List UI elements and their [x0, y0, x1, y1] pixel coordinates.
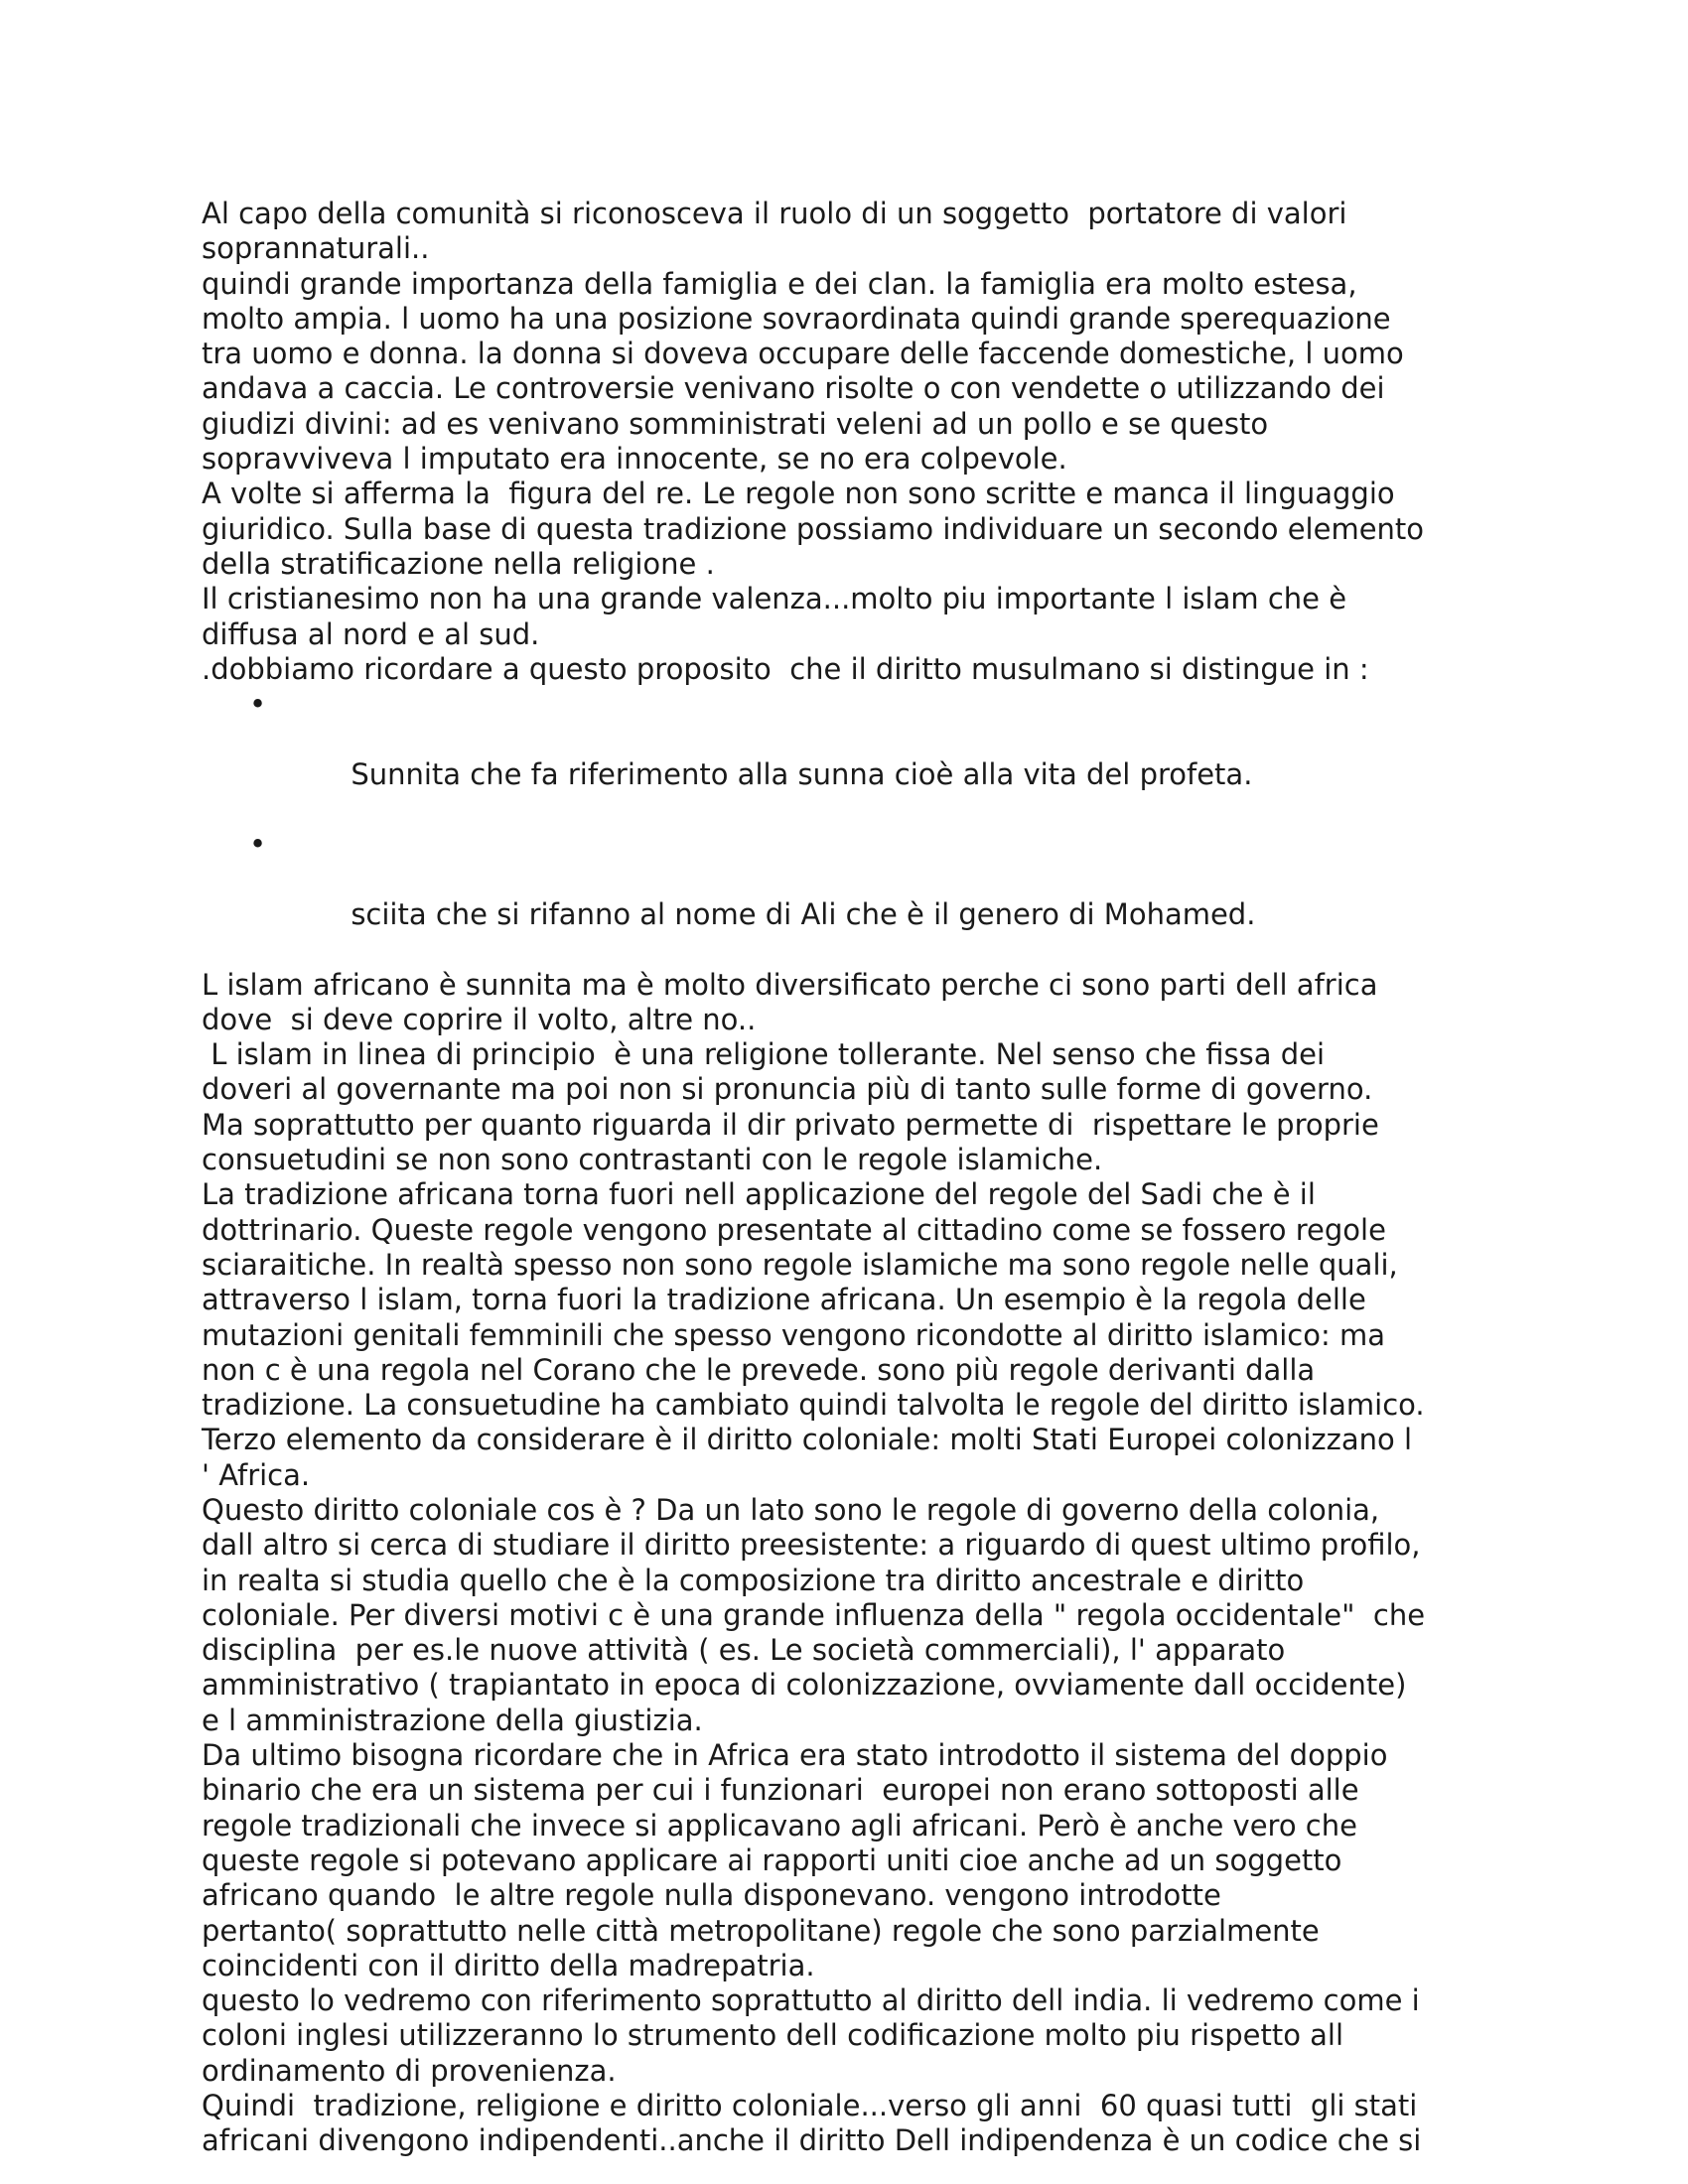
- text-line: regole tradizionali che invece si applicavano agli africani. Però è anche vero che: [202, 1808, 1357, 1843]
- text-line: ' Africa.: [202, 1457, 311, 1492]
- text-line: L islam in linea di principio è una religione tollerante. Nel senso che fissa dei: [202, 1037, 1325, 1072]
- text-line: consuetudini se non sono contrastanti con le regole islamiche.: [202, 1143, 1103, 1177]
- text-line: pertanto( soprattutto nelle città metropolitane) regole che sono parzialmente: [202, 1913, 1320, 1948]
- text-line: attraverso l islam, torna fuori la tradizione africana. Un esempio è la regola delle: [202, 1283, 1366, 1317]
- text-line: L islam africano è sunnita ma è molto diversificato perche ci sono parti dell africa: [202, 967, 1378, 1002]
- text-line: tra uomo e donna. la donna si doveva occupare delle faccende domestiche, l uomo: [202, 337, 1404, 371]
- bullet-icon: •: [249, 687, 267, 722]
- text-line: queste regole si potevano applicare ai rapporti uniti cioe anche ad un soggetto: [202, 1843, 1342, 1877]
- bullet-icon: •: [249, 827, 267, 862]
- text-line: amministrativo ( trapiantato in epoca di colonizzazione, ovviamente dall occidente): [202, 1668, 1407, 1703]
- text-line: africani divengono indipendenti..anche il diritto Dell indipendenza è un codice che si: [202, 2123, 1422, 2158]
- text-line: diffusa al nord e al sud.: [202, 616, 540, 651]
- list-item: [202, 827, 1492, 967]
- text-line: Questo diritto coloniale cos è ? Da un lato sono le regole di governo della colonia,: [202, 1492, 1380, 1527]
- text-line: coloniale. Per diversi motivi c è una grande influenza della " regola occidentale" che: [202, 1597, 1426, 1632]
- text-line: Quindi tradizione, religione e diritto coloniale...verso gli anni 60 quasi tutti gli stati: [202, 2089, 1418, 2123]
- text-line: Terzo elemento da considerare è il diritto coloniale: molti Stati Europei colonizzano l: [202, 1423, 1413, 1457]
- text-line: africano quando le altre regole nulla disponevano. vengono introdotte: [202, 1878, 1221, 1913]
- text-line: dall altro si cerca di studiare il diritto preesistente: a riguardo di quest ultimo profilo,: [202, 1528, 1421, 1563]
- document-page: [202, 197, 1492, 2159]
- text-line: soprannaturali..: [202, 231, 430, 266]
- text-line: disciplina per es.le nuove attività ( es. Le società commerciali), l' apparato: [202, 1633, 1286, 1668]
- text-line: andava a caccia. Le controversie venivano risolte o con vendette o utilizzando dei: [202, 371, 1385, 406]
- text-block-bottom: [202, 968, 1492, 2159]
- text-line: e l amministrazione della giustizia.: [202, 1703, 703, 1737]
- text-line: dottrinario. Queste regole vengono presentate al cittadino come se fossero regole: [202, 1212, 1386, 1247]
- text-line: sopravviveva l imputato era innocente, se no era colpevole.: [202, 442, 1067, 477]
- text-line: quindi grande importanza della famiglia e dei clan. la famiglia era molto estesa,: [202, 266, 1357, 301]
- text-line: La tradizione africana torna fuori nell applicazione del regole del Sadi che è il: [202, 1177, 1316, 1212]
- list-item: [202, 687, 1492, 827]
- text-line: binario che era un sistema per cui i funzionari europei non erano sottoposti alle: [202, 1773, 1359, 1808]
- text-line: .dobbiamo ricordare a questo proposito che il diritto musulmano si distingue in :: [202, 651, 1369, 686]
- text-line: questo lo vedremo con riferimento soprattutto al diritto dell india. li vedremo come i: [202, 1983, 1420, 2018]
- text-line: giuridico. Sulla base di questa tradizione possiamo individuare un secondo elemento: [202, 511, 1425, 546]
- text-line: Da ultimo bisogna ricordare che in Africa era stato introdotto il sistema del doppio: [202, 1738, 1388, 1773]
- list-item-text: Sunnita che fa riferimento alla sunna cioè alla vita del profeta.: [351, 756, 1253, 791]
- text-line: mutazioni genitali femminili che spesso vengono ricondotte al diritto islamico: ma: [202, 1317, 1385, 1352]
- text-line: Ma soprattutto per quanto riguarda il dir privato permette di rispettare le proprie: [202, 1107, 1379, 1142]
- list-item-text: sciita che si rifanno al nome di Ali che è il genero di Mohamed.: [351, 896, 1256, 931]
- text-line: coincidenti con il diritto della madrepatria.: [202, 1948, 815, 1982]
- text-line: dove si deve coprire il volto, altre no..: [202, 1002, 757, 1036]
- text-line: coloni inglesi utilizzeranno lo strumento dell codificazione molto piu rispetto all: [202, 2018, 1344, 2053]
- text-line: molto ampia. l uomo ha una posizione sovraordinata quindi grande sperequazione: [202, 301, 1391, 336]
- text-line: sciaraitiche. In realtà spesso non sono regole islamiche ma sono regole nelle quali,: [202, 1247, 1398, 1282]
- text-line: non c è una regola nel Corano che le prevede. sono più regole derivanti dalla: [202, 1352, 1316, 1387]
- text-block-top: [202, 197, 1492, 687]
- text-line: della stratificazione nella religione .: [202, 546, 715, 581]
- text-line: tradizione. La consuetudine ha cambiato quindi talvolta le regole del diritto islamico.: [202, 1388, 1425, 1423]
- text-line: Il cristianesimo non ha una grande valenza...molto piu importante l islam che è: [202, 582, 1347, 616]
- text-line: ordinamento di provenienza.: [202, 2053, 617, 2088]
- text-line: Al capo della comunità si riconosceva il ruolo di un soggetto portatore di valori: [202, 197, 1347, 230]
- text-line: giudizi divini: ad es venivano somministrati veleni ad un pollo e se questo: [202, 406, 1269, 441]
- text-line: doveri al governante ma poi non si pronuncia più di tanto sulle forme di governo.: [202, 1072, 1373, 1107]
- text-line: in realta si studia quello che è la composizione tra diritto ancestrale e diritto: [202, 1563, 1305, 1597]
- bullet-list: [202, 687, 1492, 967]
- text-line: A volte si afferma la figura del re. Le regole non sono scritte e manca il linguaggio: [202, 477, 1395, 511]
